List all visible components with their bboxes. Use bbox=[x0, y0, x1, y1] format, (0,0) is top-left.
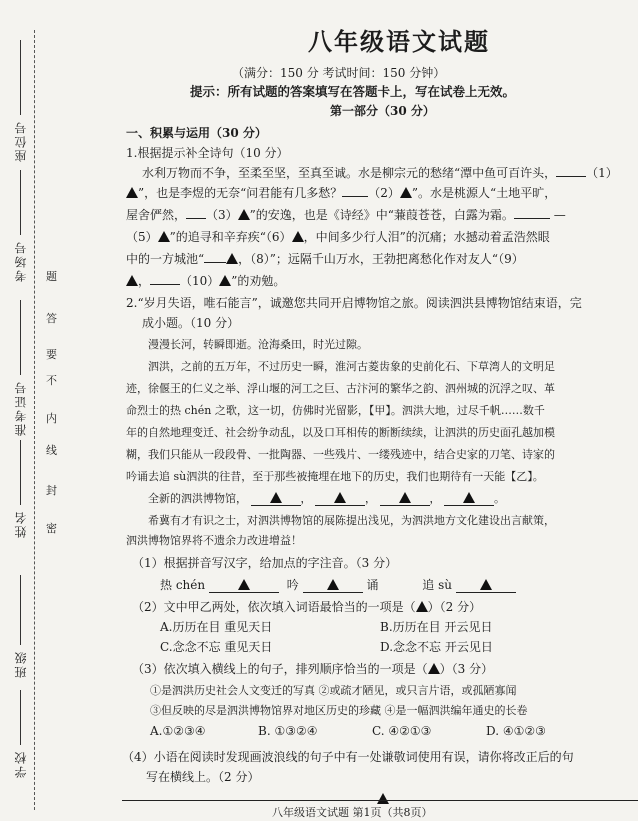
answer-marker-icon bbox=[292, 231, 304, 242]
q1-line: 中的一方城池“ ，（8）”；远隔千山万水，王勃把离愁化作对友人“（9） bbox=[126, 252, 524, 266]
passage-line: 迹，徐偃王的仁义之举、浮山堰的河工之巨、古汴河的繁华之韵、泗州城的沉浮之叹、革 bbox=[126, 382, 555, 395]
sentence-options: ①是泗洪历史社会人文变迁的写真 ②或疏才陋见，或只言片语，或孤陋寡闻 bbox=[150, 684, 517, 697]
answer-marker-icon bbox=[270, 492, 282, 503]
sub4-question: （4）小语在阅读时发现画波浪线的句子中有一处谦敬词使用有误，请你将改正后的句 bbox=[122, 750, 574, 764]
exam-no-label: 准考证号 bbox=[14, 380, 28, 436]
name-label: 姓名 bbox=[14, 510, 28, 538]
passage-line: 泗洪博物馆界将不遗余力改进增益！ bbox=[126, 534, 302, 547]
passage-line: 漫漫长河，转瞬即逝。沧海桑田，时光过隙。 bbox=[148, 338, 368, 351]
answer-marker-icon bbox=[463, 492, 475, 503]
seal-char: 密 bbox=[46, 522, 57, 535]
sub2-question: （2）文中甲乙两处，依次填入词语最恰当的一项是（ ）（2 分） bbox=[132, 600, 482, 614]
q1-heading: 1.根据提示补全诗句（10 分） bbox=[126, 146, 289, 160]
answer-marker-icon bbox=[480, 579, 492, 590]
answer-marker-icon bbox=[158, 231, 170, 242]
class-label: 班级 bbox=[14, 650, 28, 678]
q2-heading-cont: 成小题。（10 分） bbox=[142, 316, 240, 330]
answer-marker-icon bbox=[416, 601, 428, 612]
answer-line bbox=[122, 800, 638, 801]
option: A.历历在目 重见天日 bbox=[160, 620, 273, 634]
q1-line: （5） ”的追寻和辛弃疾“（6） ，中间多少行人泪”的沉痛；水撼动着孟浩然眼 bbox=[126, 230, 550, 244]
answer-marker-icon bbox=[428, 663, 440, 674]
answer-marker-icon bbox=[334, 492, 346, 503]
option: A.①②③④ bbox=[150, 724, 206, 738]
answer-marker-icon bbox=[219, 275, 231, 286]
page-footer: 八年级语文试题 第1页（共8页） bbox=[272, 806, 433, 819]
answer-marker-icon bbox=[238, 579, 250, 590]
answer-marker-icon bbox=[226, 253, 238, 264]
exam-title: 八年级语文试题 bbox=[308, 27, 490, 56]
passage-line: 糊，我们只能从一段段骨、一批陶器、一些残片、一缕残迹中，结合史家的刀笔、诗家的 bbox=[126, 448, 555, 461]
exam-room-blank bbox=[20, 170, 21, 235]
answer-marker-icon bbox=[126, 275, 138, 286]
seat-label: 座位号 bbox=[14, 120, 28, 162]
name-blank bbox=[20, 440, 21, 505]
q1-line: ， （10） ”的劝勉。 bbox=[126, 272, 285, 289]
part-heading: 第一部分（30 分） bbox=[330, 104, 435, 118]
option: D. ④①②③ bbox=[486, 724, 546, 738]
passage-line: 命烈士的热 chén 之歌，这一切，仿佛时光留影，【甲】。泗洪大地，过尽千帆……数千 bbox=[126, 404, 545, 417]
option: C. ④②①③ bbox=[372, 724, 432, 738]
option: B.历历在目 开云见日 bbox=[380, 620, 493, 634]
school-blank bbox=[20, 690, 21, 745]
q2-heading: 2.“岁月失语，唯石能言”，诚邀您共同开启博物馆之旅。阅读泗洪县博物馆结束语，完 bbox=[126, 296, 582, 310]
option: D.念念不忘 开云见日 bbox=[380, 640, 493, 654]
notice: 提示：所有试题的答案填写在答题卡上，写在试卷上无效。 bbox=[190, 84, 516, 99]
exam-no-blank bbox=[20, 300, 21, 375]
school-label: 学校 bbox=[14, 750, 28, 778]
passage-line: 泗洪，之前的五万年，不过历史一瞬，淮河古菱齿象的史前化石、下草湾人的文明足 bbox=[148, 360, 555, 373]
passage-line: 希冀有才有识之士，对泗洪博物馆的展陈提出浅见，为泗洪地方文化建设出言献策， bbox=[148, 514, 555, 527]
sentence-options: ③但反映的尽是泗洪博物馆界对地区历史的珍藏 ④是一幅泗洪编年通史的长卷 bbox=[150, 704, 528, 717]
score-time-line: （满分：150 分 考试时间：150 分钟） bbox=[232, 66, 446, 80]
seal-char: 不 bbox=[46, 374, 57, 387]
seal-char: 线 bbox=[46, 444, 57, 457]
q1-line: 水利万物而不争，至柔至坚，至真至诚。水是柳宗元的愁绪“潭中鱼可百许头， （1） bbox=[142, 166, 618, 180]
sub3-question: （3）依次填入横线上的句子，排列顺序恰当的一项是（ ）（3 分） bbox=[132, 662, 494, 676]
seal-char: 要 bbox=[46, 348, 57, 361]
passage-line: 年的自然地理变迁、社会纷争动乱，以及口耳相传的断断续续，让泗洪的历史面孔越加模 bbox=[126, 426, 555, 439]
exam-room-label: 考场号 bbox=[14, 240, 28, 282]
seal-char: 题 bbox=[46, 270, 57, 283]
q1-line: 屋舍俨然， （3） ”的安逸，也是《诗经》中“蒹葭苍苍，白露为霜。 — bbox=[126, 208, 566, 222]
q1-line: ”，也是李煜的无奈“问君能有几多愁？ （2） ”。水是桃源人“土地平旷， bbox=[126, 184, 556, 201]
seal-char: 内 bbox=[46, 412, 57, 425]
seal-char: 答 bbox=[46, 312, 57, 325]
passage-line: 全新的泗洪博物馆， ， ， ， 。 bbox=[148, 492, 505, 505]
sub4-question-cont: 写在横线上。（2 分） bbox=[146, 770, 260, 784]
section-heading: 一、积累与运用（30 分） bbox=[126, 126, 267, 140]
class-blank bbox=[20, 575, 21, 645]
sub1-question: （1）根据拼音写汉字，给加点的字注音。（3 分） bbox=[132, 556, 398, 570]
passage-line: 吟诵去追 sù泗洪的往昔，至于那些被掩埋在地下的历史，我们也期待有一天能【乙】。 bbox=[126, 470, 544, 483]
answer-marker-icon bbox=[399, 492, 411, 503]
sub1-items: 热 chén 吟 诵 追 sù bbox=[160, 576, 516, 593]
answer-marker-icon bbox=[126, 187, 138, 198]
answer-marker-icon bbox=[238, 209, 250, 220]
option: B. ①③②④ bbox=[258, 724, 318, 738]
option: C.念念不忘 重见天日 bbox=[160, 640, 273, 654]
answer-marker-icon bbox=[327, 579, 339, 590]
answer-marker-icon bbox=[400, 187, 412, 198]
binding-dashed-line bbox=[34, 30, 35, 810]
seal-char: 封 bbox=[46, 484, 57, 497]
